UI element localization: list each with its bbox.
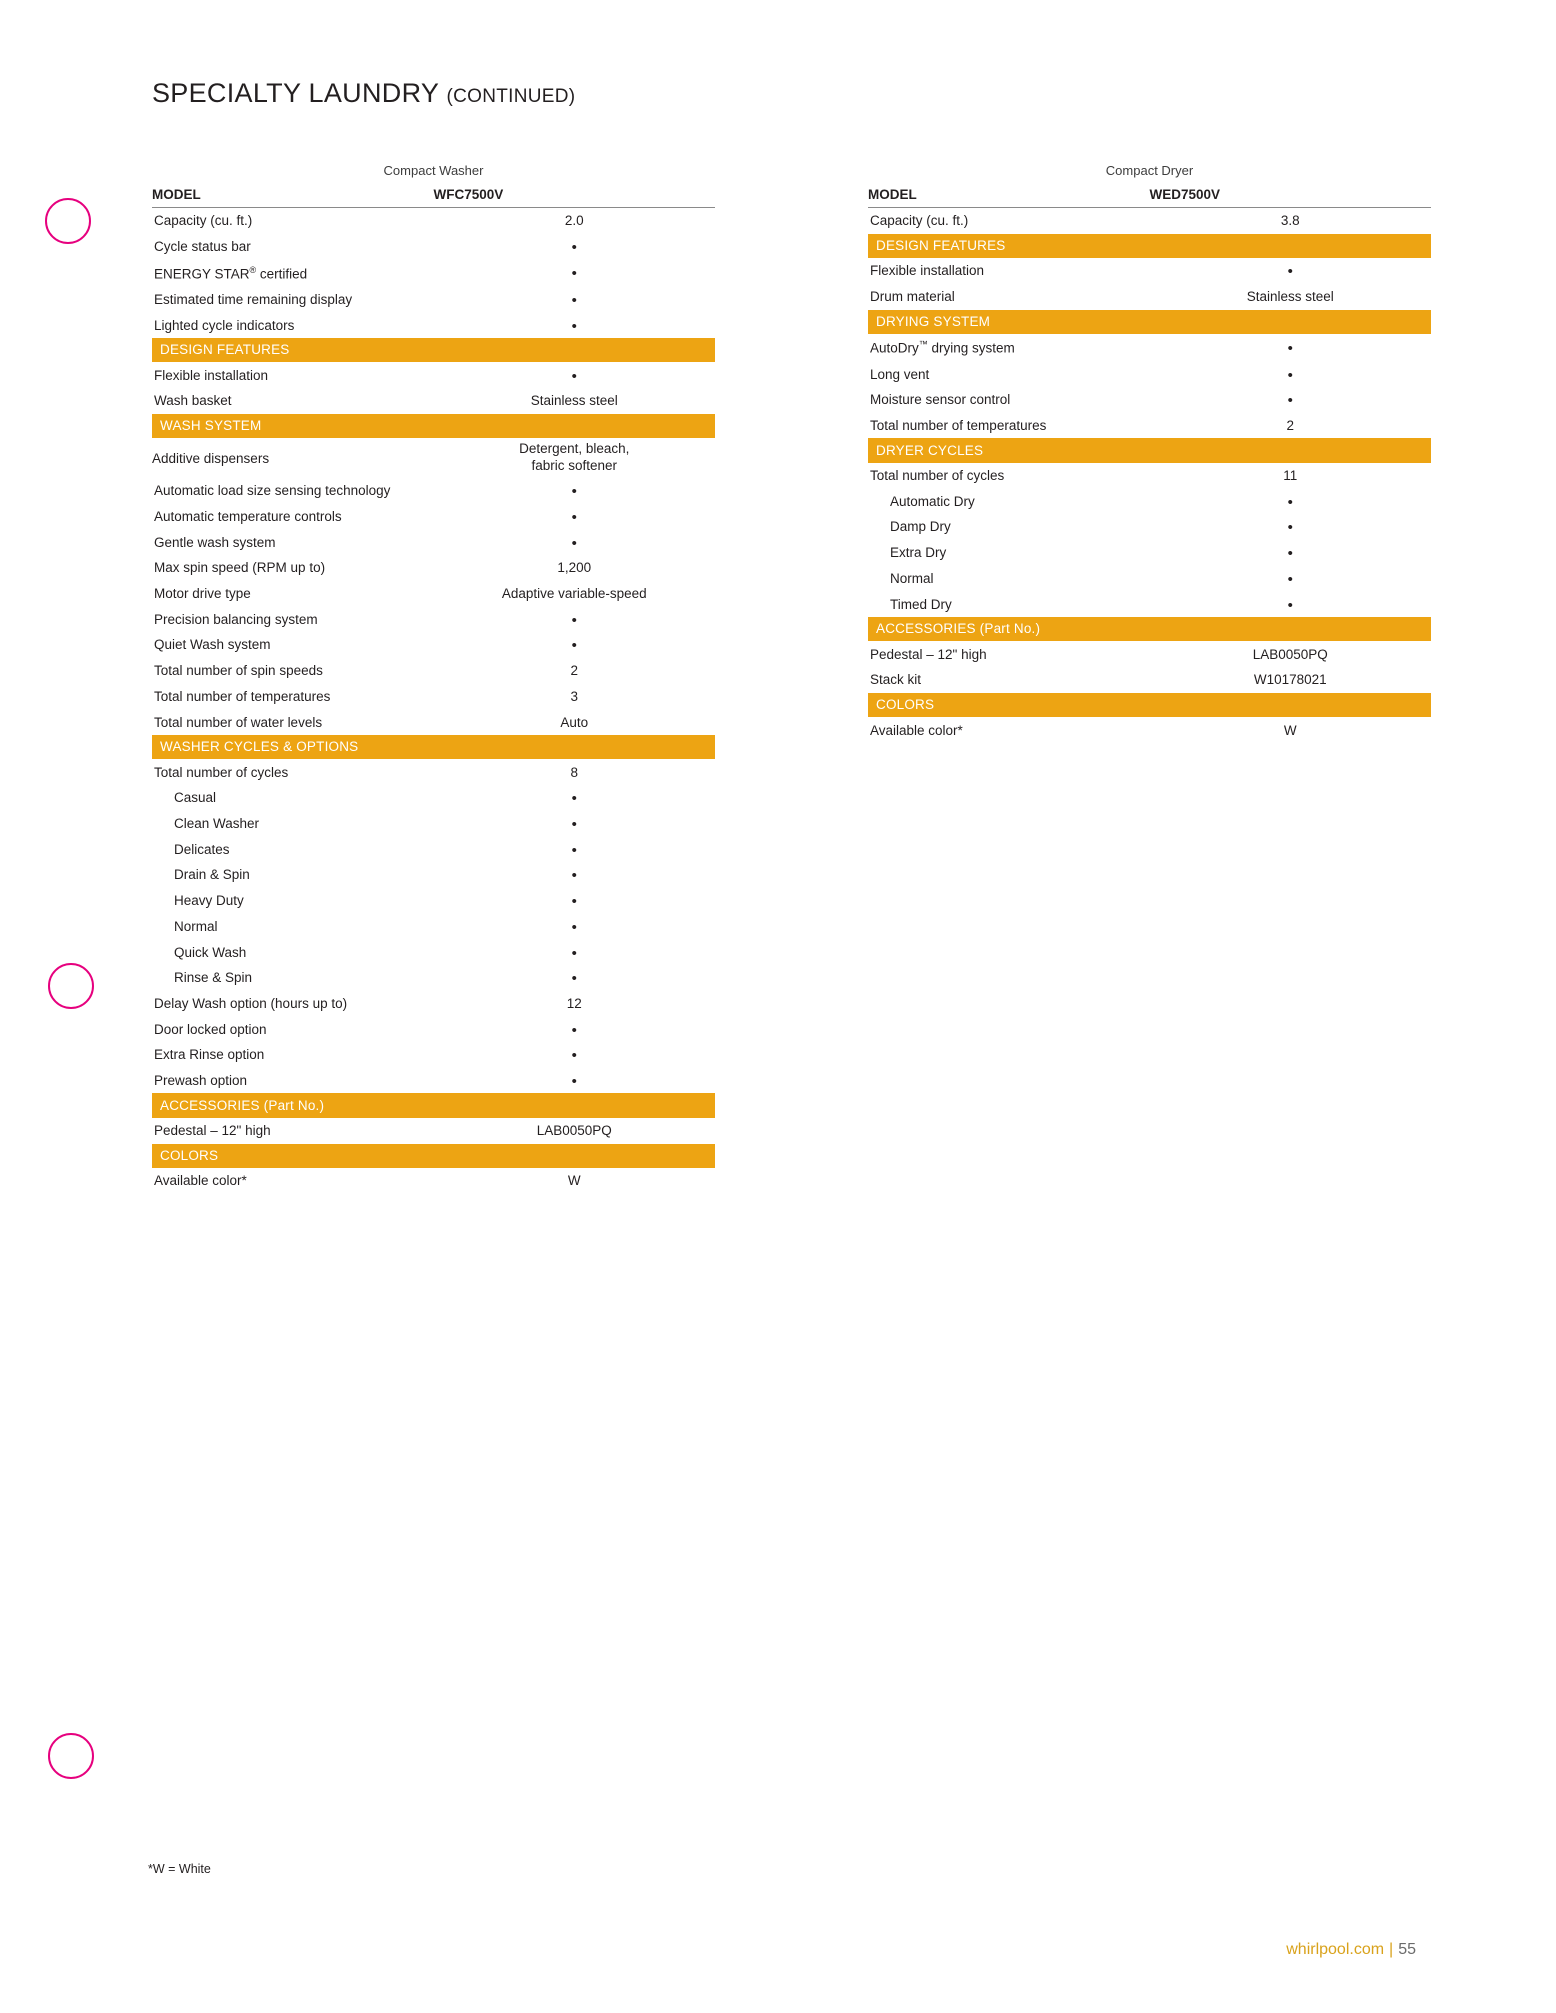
spec-label: Available color*	[154, 1173, 247, 1189]
model-row	[868, 185, 1431, 208]
section-header-row	[868, 693, 1431, 718]
spec-value	[434, 837, 716, 863]
spec-row	[868, 258, 1431, 284]
spec-row	[152, 259, 715, 286]
spec-row	[152, 785, 715, 811]
spec-value: 2.0	[564, 213, 584, 229]
section-header-row	[152, 1144, 715, 1169]
spec-label: Normal	[174, 918, 218, 934]
spec-label: Capacity (cu. ft.)	[154, 213, 253, 229]
model-value: WED7500V	[1150, 185, 1432, 208]
spec-value: 2	[570, 663, 578, 679]
spec-label: Total number of temperatures	[154, 688, 331, 704]
spec-value: Stainless steel	[530, 393, 618, 409]
feature-bullet-icon: •	[571, 970, 577, 988]
spec-label: Cycle status bar	[154, 238, 251, 254]
footer-divider: |	[1389, 1941, 1394, 1958]
spec-value	[434, 632, 716, 658]
section-header-label: COLORS	[868, 693, 1431, 718]
spec-label: Clean Washer	[174, 816, 260, 832]
spec-row	[868, 489, 1431, 515]
spec-value: 2	[1286, 417, 1294, 433]
spec-label: Quiet Wash system	[154, 637, 271, 653]
compact-washer-table-container	[152, 163, 715, 1194]
section-header-row	[152, 735, 715, 760]
spec-label: Total number of cycles	[154, 764, 289, 780]
spec-row	[152, 965, 715, 991]
spec-row	[152, 362, 715, 388]
feature-bullet-icon: •	[1287, 519, 1293, 537]
feature-bullet-icon: •	[571, 238, 577, 256]
feature-bullet-icon: •	[571, 841, 577, 859]
spec-value	[434, 504, 716, 530]
spec-row	[152, 1118, 715, 1144]
spec-value	[1150, 334, 1432, 361]
section-header-label: DRYER CYCLES	[868, 438, 1431, 463]
feature-bullet-icon: •	[571, 1047, 577, 1065]
spec-value: 3	[570, 688, 578, 704]
page-title-main: SPECIALTY LAUNDRY	[152, 78, 447, 108]
spec-row	[152, 581, 715, 607]
spec-row	[152, 709, 715, 735]
section-header-row	[868, 617, 1431, 642]
feature-bullet-icon: •	[571, 611, 577, 629]
section-header-label: DRYING SYSTEM	[868, 310, 1431, 335]
spec-value: Auto	[560, 714, 589, 730]
spec-label: Pedestal – 12" high	[154, 1123, 271, 1139]
spec-label: Timed Dry	[890, 596, 952, 612]
feature-bullet-icon: •	[571, 509, 577, 527]
compact-dryer-header	[868, 163, 1431, 185]
spec-label: Pedestal – 12" high	[870, 646, 987, 662]
feature-bullet-icon: •	[571, 867, 577, 885]
spec-value	[434, 811, 716, 837]
spec-row	[868, 208, 1431, 234]
feature-bullet-icon: •	[1287, 493, 1293, 511]
feature-bullet-icon: •	[571, 944, 577, 962]
spec-row	[868, 284, 1431, 310]
registration-circle-icon	[48, 963, 94, 1009]
model-row	[152, 185, 715, 208]
section-header-row	[152, 414, 715, 439]
spec-row	[152, 438, 715, 478]
spec-value	[434, 965, 716, 991]
compact-dryer-header-label: Compact Dryer	[1105, 163, 1194, 178]
feature-bullet-icon: •	[571, 534, 577, 552]
spec-label: Total number of cycles	[870, 468, 1005, 484]
spec-label: Flexible installation	[870, 263, 985, 279]
spec-label: Delicates	[174, 841, 230, 857]
spec-row	[152, 632, 715, 658]
spec-row	[868, 463, 1431, 489]
feature-bullet-icon: •	[571, 291, 577, 309]
spec-label: Drain & Spin	[174, 867, 250, 883]
spec-value	[434, 862, 716, 888]
registration-circle-icon	[45, 198, 91, 244]
spec-row	[152, 811, 715, 837]
spec-value	[1150, 258, 1432, 284]
spec-row	[868, 566, 1431, 592]
spec-value	[1150, 387, 1432, 413]
spec-value: LAB0050PQ	[536, 1123, 612, 1139]
spec-value: 1,200	[557, 560, 592, 576]
spec-label: Drum material	[870, 289, 955, 305]
spec-row	[152, 607, 715, 633]
footer-page-number: 55	[1398, 1941, 1416, 1958]
spec-value	[434, 234, 716, 260]
spec-value	[434, 914, 716, 940]
spec-value: LAB0050PQ	[1252, 646, 1328, 662]
spec-row	[152, 208, 715, 234]
spec-row	[152, 504, 715, 530]
spec-label: Max spin speed (RPM up to)	[154, 560, 326, 576]
spec-label: ENERGY STAR® certified	[154, 264, 308, 282]
spec-row	[152, 684, 715, 710]
feature-bullet-icon: •	[571, 637, 577, 655]
spec-row	[152, 862, 715, 888]
spec-row	[152, 991, 715, 1017]
spec-row	[152, 939, 715, 965]
feature-bullet-icon: •	[571, 483, 577, 501]
section-header-label: DESIGN FEATURES	[152, 338, 715, 363]
page-title	[152, 78, 575, 109]
section-header-label: COLORS	[152, 1144, 715, 1169]
spec-label: Additive dispensers	[152, 450, 270, 466]
spec-value	[434, 312, 716, 338]
spec-value	[434, 287, 716, 313]
page-title-continued: (CONTINUED)	[446, 86, 576, 107]
section-header-row	[868, 310, 1431, 335]
spec-row	[868, 413, 1431, 439]
spec-label: Automatic load size sensing technology	[154, 483, 391, 499]
spec-value	[434, 529, 716, 555]
spec-value	[1150, 514, 1432, 540]
spec-row	[152, 478, 715, 504]
spec-label: Extra Rinse option	[154, 1047, 265, 1063]
spec-label: Total number of water levels	[154, 714, 323, 730]
spec-label: Motor drive type	[154, 586, 251, 602]
spec-row	[868, 667, 1431, 693]
spec-label: Delay Wash option (hours up to)	[154, 995, 348, 1011]
feature-bullet-icon: •	[1287, 596, 1293, 614]
spec-label: Casual	[174, 790, 217, 806]
feature-bullet-icon: •	[1287, 366, 1293, 384]
spec-label: Precision balancing system	[154, 611, 318, 627]
feature-bullet-icon: •	[571, 1072, 577, 1090]
model-value: WFC7500V	[434, 185, 716, 208]
spec-value: 11	[1283, 468, 1298, 484]
spec-label: Door locked option	[154, 1021, 267, 1037]
compact-washer-header-label: Compact Washer	[383, 163, 484, 178]
feature-bullet-icon: •	[571, 918, 577, 936]
spec-value	[434, 1042, 716, 1068]
spec-value: W	[1283, 722, 1297, 738]
spec-label: Total number of temperatures	[870, 417, 1047, 433]
spec-value	[434, 362, 716, 388]
spec-row	[868, 387, 1431, 413]
feature-bullet-icon: •	[1287, 570, 1293, 588]
spec-label: Available color*	[870, 722, 963, 738]
spec-row	[868, 361, 1431, 387]
spec-value: 12	[566, 995, 582, 1011]
spec-value: 3.8	[1280, 213, 1300, 229]
spec-row	[152, 1042, 715, 1068]
spec-row	[152, 388, 715, 414]
spec-label: Capacity (cu. ft.)	[870, 213, 969, 229]
spec-label: Automatic temperature controls	[154, 509, 342, 525]
compact-dryer-table-container	[868, 163, 1431, 743]
footnote: *W = White	[148, 1862, 211, 1876]
spec-value	[434, 1016, 716, 1042]
spec-row	[868, 514, 1431, 540]
spec-value	[434, 259, 716, 286]
model-label: MODEL	[152, 185, 434, 208]
section-header-label: ACCESSORIES (Part No.)	[152, 1093, 715, 1118]
section-header-row	[152, 338, 715, 363]
feature-bullet-icon: •	[571, 790, 577, 808]
spec-value	[1150, 566, 1432, 592]
spec-label: Quick Wash	[174, 944, 247, 960]
feature-bullet-icon: •	[1287, 545, 1293, 563]
feature-bullet-icon: •	[571, 367, 577, 385]
spec-row	[152, 529, 715, 555]
footer-website: whirlpool.com	[1286, 1941, 1385, 1958]
section-header-row	[868, 234, 1431, 259]
spec-label: Long vent	[870, 366, 930, 382]
spec-value: Stainless steel	[1246, 289, 1334, 305]
spec-row	[152, 759, 715, 785]
spec-row	[152, 1016, 715, 1042]
spec-value	[434, 1068, 716, 1094]
feature-bullet-icon: •	[571, 265, 577, 283]
spec-row	[152, 1068, 715, 1094]
compact-washer-header	[152, 163, 715, 185]
spec-value: 8	[570, 764, 578, 780]
spec-label: Moisture sensor control	[870, 392, 1011, 408]
spec-row	[152, 837, 715, 863]
spec-label: Estimated time remaining display	[154, 291, 353, 307]
feature-bullet-icon: •	[1287, 392, 1293, 410]
feature-bullet-icon: •	[1287, 263, 1293, 281]
section-header-label: WASHER CYCLES & OPTIONS	[152, 735, 715, 760]
spec-value-line: Detergent, bleach,	[519, 441, 630, 457]
registration-circle-icon	[48, 1733, 94, 1779]
spec-label: Rinse & Spin	[174, 970, 253, 986]
model-label: MODEL	[868, 185, 1150, 208]
spec-label: Total number of spin speeds	[154, 663, 323, 679]
page-footer	[1286, 1941, 1416, 1959]
spec-row	[152, 287, 715, 313]
spec-row	[152, 555, 715, 581]
section-header-row	[152, 1093, 715, 1118]
spec-value: Adaptive variable-speed	[501, 586, 647, 602]
spec-row	[152, 1168, 715, 1194]
spec-row	[152, 234, 715, 260]
spec-label: Prewash option	[154, 1072, 248, 1088]
spec-value: W10178021	[1253, 672, 1327, 688]
section-header-label: DESIGN FEATURES	[868, 234, 1431, 259]
spec-label: Normal	[890, 570, 934, 586]
spec-label: Stack kit	[870, 672, 922, 688]
spec-value	[434, 939, 716, 965]
spec-value	[1150, 540, 1432, 566]
spec-label: Extra Dry	[890, 545, 947, 561]
spec-label: AutoDry™ drying system	[870, 339, 1015, 356]
spec-label: Heavy Duty	[174, 893, 244, 909]
compact-washer-table	[152, 185, 715, 1194]
spec-value	[1150, 591, 1432, 617]
spec-row	[152, 312, 715, 338]
spec-row	[868, 334, 1431, 361]
spec-row	[868, 540, 1431, 566]
feature-bullet-icon: •	[571, 1021, 577, 1039]
spec-label: Automatic Dry	[890, 493, 975, 509]
spec-row	[868, 591, 1431, 617]
spec-row	[152, 914, 715, 940]
section-header-row	[868, 438, 1431, 463]
feature-bullet-icon: •	[571, 816, 577, 834]
feature-bullet-icon: •	[571, 317, 577, 335]
spec-row	[868, 717, 1431, 743]
section-header-label: WASH SYSTEM	[152, 414, 715, 439]
spec-value-line: fabric softener	[531, 458, 618, 474]
spec-row	[152, 888, 715, 914]
compact-dryer-table	[868, 185, 1431, 743]
spec-value	[434, 607, 716, 633]
spec-label: Wash basket	[154, 393, 232, 409]
spec-row	[868, 641, 1431, 667]
spec-label: Lighted cycle indicators	[154, 317, 295, 333]
spec-value	[434, 888, 716, 914]
spec-row	[152, 658, 715, 684]
spec-value	[1150, 361, 1432, 387]
spec-value: W	[567, 1173, 581, 1189]
spec-label: Flexible installation	[154, 367, 269, 383]
spec-value	[434, 478, 716, 504]
feature-bullet-icon: •	[571, 893, 577, 911]
spec-value	[434, 785, 716, 811]
feature-bullet-icon: •	[1287, 340, 1293, 358]
spec-value	[1150, 489, 1432, 515]
spec-label: Damp Dry	[890, 519, 951, 535]
section-header-label: ACCESSORIES (Part No.)	[868, 617, 1431, 642]
spec-value	[434, 438, 716, 478]
spec-label: Gentle wash system	[154, 534, 276, 550]
